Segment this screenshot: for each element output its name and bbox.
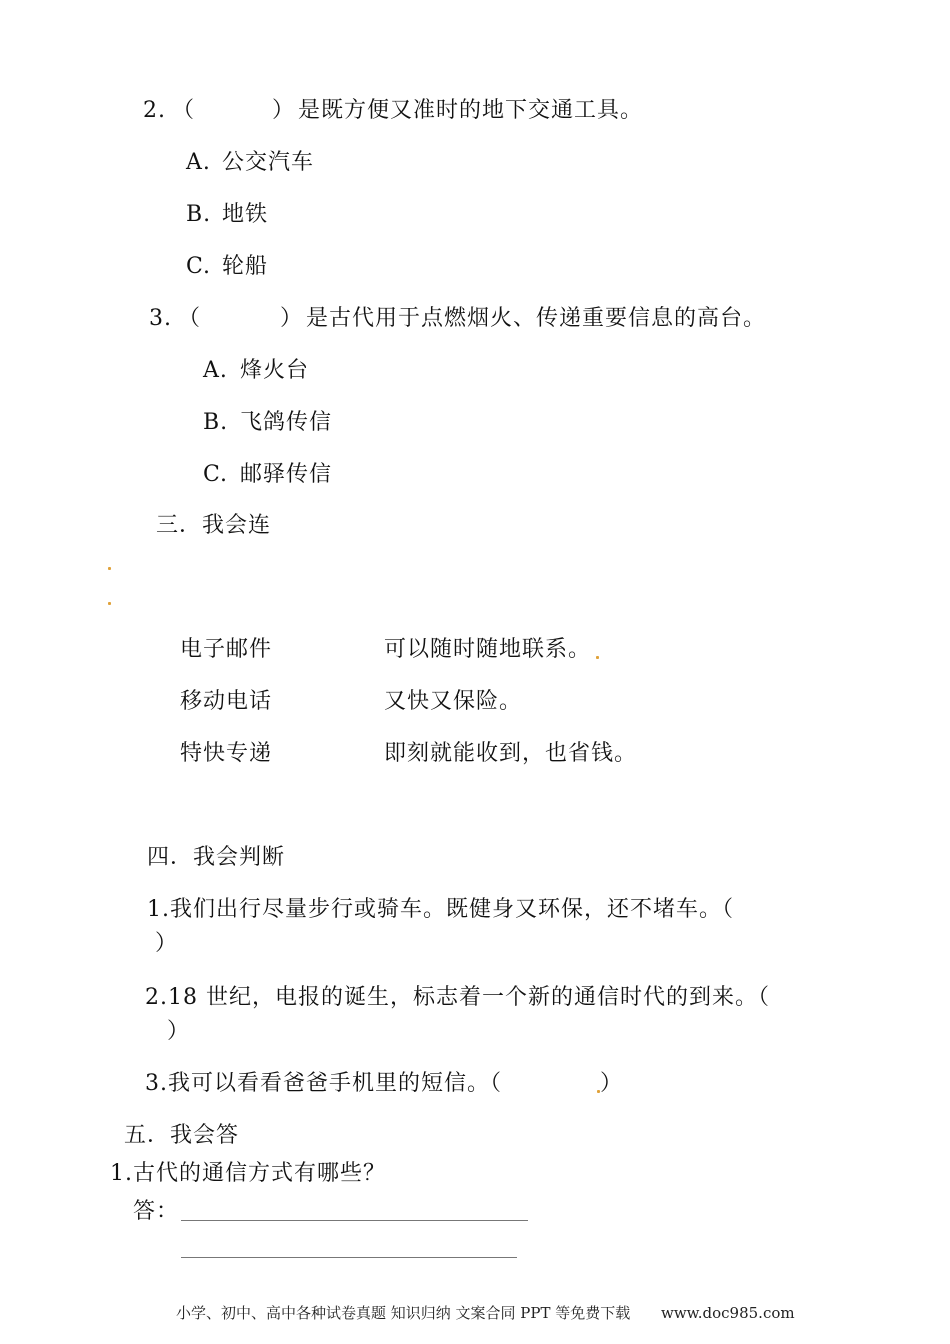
q3-option-a-text: 烽火台 [240, 358, 310, 383]
q3-option-b-text: 飞鸽传信 [240, 410, 333, 435]
judge-item-2-close: ） [167, 1019, 191, 1044]
q2-option-a-text: 公交汽车 [222, 150, 315, 175]
judge-item-3-close: ） [600, 1071, 624, 1096]
judge-item-1: 1.我们出行尽量步行或骑车。既健身又环保，还不堵车。（ [147, 897, 734, 922]
match-left-3: 特快专递 [180, 741, 273, 766]
q2-option-b-text: 地铁 [222, 202, 269, 227]
q2-option-a-letter: A. [186, 150, 211, 175]
q3-stem: 是古代用于点燃烟火、传递重要信息的高台。 [306, 306, 767, 331]
q3-blank-close: ） [280, 306, 304, 331]
judge-item-1-close: ） [155, 931, 179, 956]
q3-number: 3. [149, 306, 172, 331]
q2-option-c-letter: C. [186, 254, 212, 279]
section4-title: 四．我会判断 [147, 845, 286, 870]
decorative-dot [108, 567, 111, 570]
match-right-2: 又快又保险。 [384, 689, 523, 714]
decorative-dot [108, 602, 111, 605]
judge-item-3: 3.我可以看看爸爸手机里的短信。（ [145, 1071, 502, 1096]
q3-option-b-letter: B. [203, 410, 229, 435]
q3-option-a-letter: A. [203, 358, 228, 383]
answer-line-1[interactable] [181, 1220, 528, 1221]
footer-text: 小学、初中、高中各种试卷真题 知识归纳 文案合同 PPT 等免费下载 [176, 1304, 631, 1322]
q2-blank-open: （ [172, 98, 196, 123]
match-left-2: 移动电话 [180, 689, 273, 714]
q3-option-c-letter: C. [203, 462, 229, 487]
answer-line-2[interactable] [181, 1257, 517, 1258]
section5-title: 五．我会答 [124, 1123, 240, 1148]
q2-option-b-letter: B. [186, 202, 212, 227]
answer-label: 答： [133, 1199, 180, 1224]
q2-number: 2. [143, 98, 166, 123]
q2-blank-close: ） [272, 98, 296, 123]
q2-stem: 是既方便又准时的地下交通工具。 [298, 98, 644, 123]
decorative-dot [596, 656, 599, 659]
match-left-1: 电子邮件 [180, 637, 273, 662]
q2-option-c-text: 轮船 [222, 254, 269, 279]
footer-site: www.doc985.com [661, 1304, 795, 1322]
q3-blank-open: （ [178, 306, 202, 331]
judge-item-2: 2.18 世纪，电报的诞生，标志着一个新的通信时代的到来。（ [145, 985, 770, 1010]
section3-title: 三．我会连 [156, 513, 272, 538]
match-right-3: 即刻就能收到，也省钱。 [384, 741, 638, 766]
q3-option-c-text: 邮驿传信 [240, 462, 333, 487]
match-right-1: 可以随时随地联系。 [384, 637, 592, 662]
section5-question: 1.古代的通信方式有哪些？ [110, 1161, 386, 1186]
